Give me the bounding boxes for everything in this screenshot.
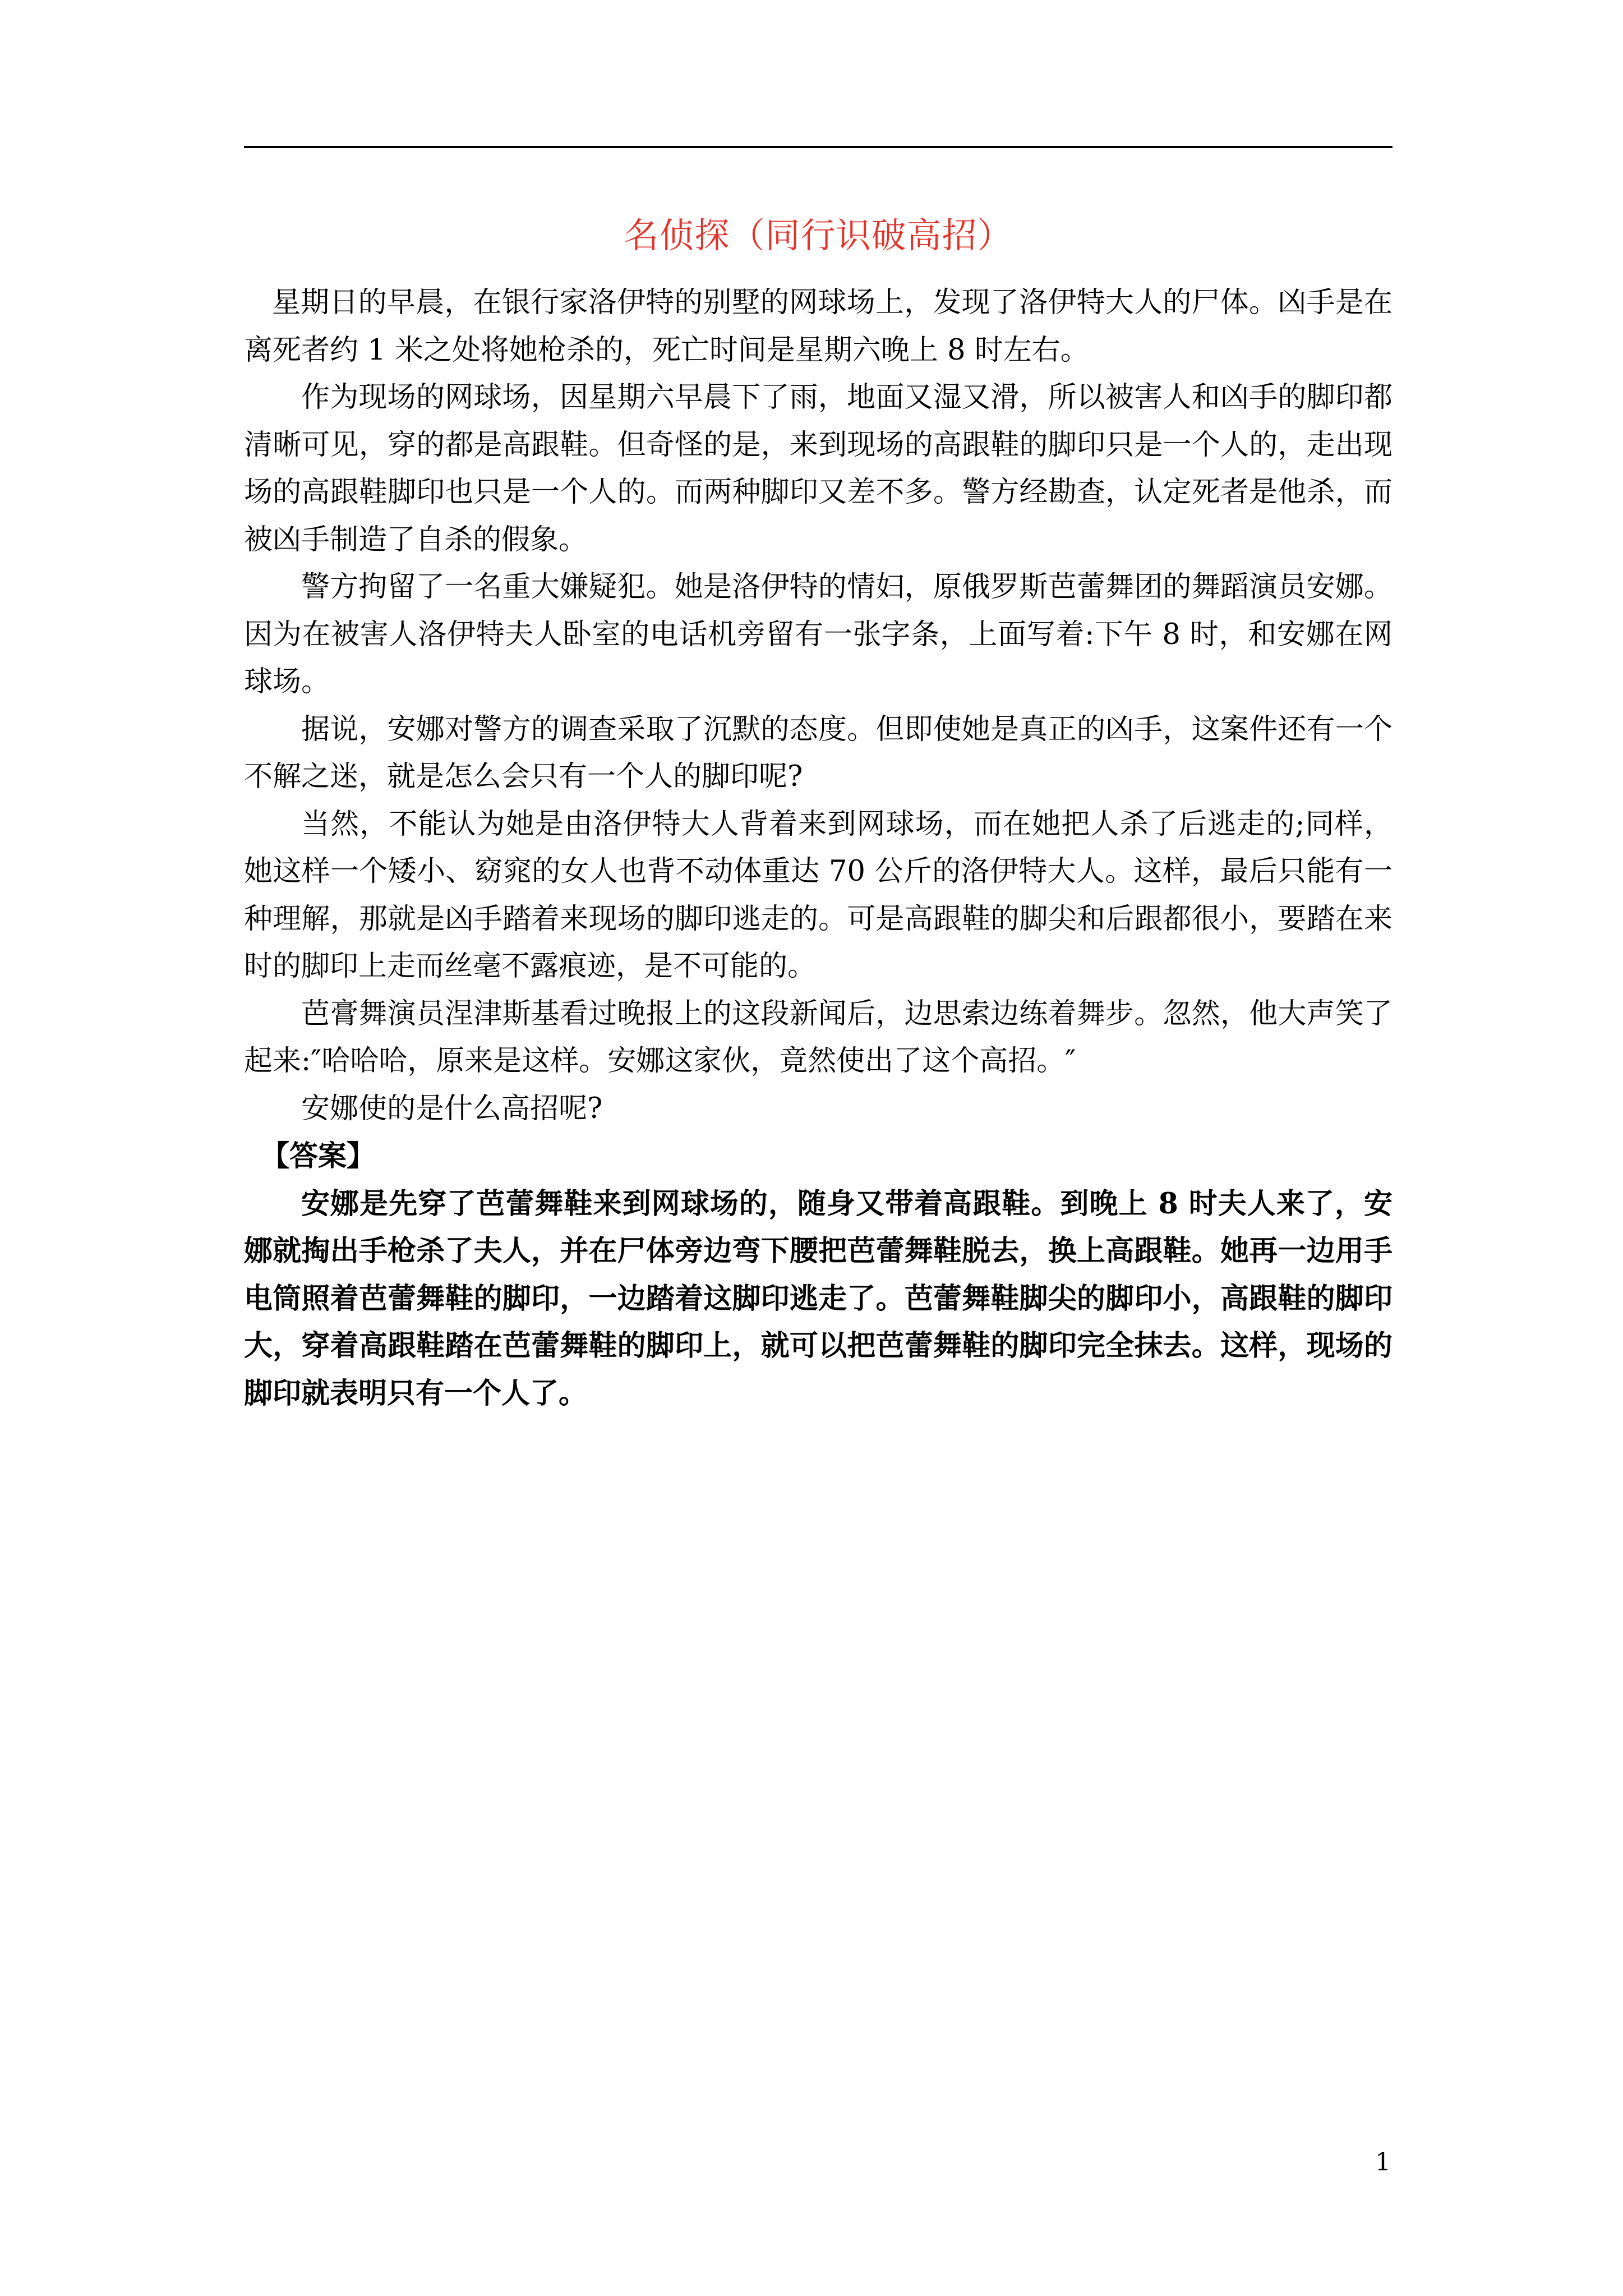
header-rule	[244, 146, 1393, 148]
page-number: 1	[1375, 2148, 1391, 2177]
paragraph-6: 芭膏舞演员涅津斯基看过晚报上的这段新闻后，边思索边练着舞步。忽然，他大声笑了起来:″哈哈哈，原来是这样。安娜这家伙，竟然使出了这个高招。″	[244, 997, 1393, 1078]
paragraph-4: 据说，安娜对警方的调查采取了沉默的态度。但即使她是真正的凶手，这案件还有一个不解之迷，就是怎么会只有一个人的脚印呢?	[244, 712, 1393, 793]
paragraph-1: 星期日的早晨，在银行家洛伊特的别墅的网球场上，发现了洛伊特大人的尸体。凶手是在离死者约 1 米之处将她枪杀的，死亡时间是星期六晚上 8 时左右。	[244, 286, 1393, 367]
answer-text: 安娜是先穿了芭蕾舞鞋来到网球场的，随身又带着高跟鞋。到晚上 8 时夫人来了，安娜就掏出手枪杀了夫人，并在尸体旁边弯下腰把芭蕾舞鞋脱去，换上高跟鞋。她再一边用手电筒照着芭蕾舞鞋的脚印，一边踏着这脚印逃走了。芭蕾舞鞋脚尖的脚印小，高跟鞋的脚印大，穿着高跟鞋踏在芭蕾舞鞋的脚印上，就可以把芭蕾舞鞋的脚印完全抹去。这样，现场的脚印就表明只有一个人了。	[244, 1186, 1393, 1410]
answer-label: 【答案】	[261, 1139, 376, 1173]
document-body	[244, 279, 1393, 1417]
paragraph-question: 安娜使的是什么高招呢?	[301, 1092, 603, 1125]
paragraph-5: 当然，不能认为她是由洛伊特大人背着来到网球场，而在她把人杀了后逃走的;同样，她这样一个矮小、窈窕的女人也背不动体重达 70 公斤的洛伊特大人。这样，最后只能有一种理解，那就是凶手踏着来现场的脚印逃走的。可是高跟鞋的脚尖和后跟都很小，要踏在来时的脚印上走而丝毫不露痕迹，是不可能的。	[244, 807, 1393, 983]
paragraph-3: 警方拘留了一名重大嫌疑犯。她是洛伊特的情妇，原俄罗斯芭蕾舞团的舞蹈演员安娜。因为在被害人洛伊特夫人卧室的电话机旁留有一张字条，上面写着:下午 8 时，和安娜在网球场。	[244, 570, 1393, 698]
paragraph-2: 作为现场的网球场，因星期六早晨下了雨，地面又湿又滑，所以被害人和凶手的脚印都清晰可见，穿的都是高跟鞋。但奇怪的是，来到现场的高跟鞋的脚印只是一个人的，走出现场的高跟鞋脚印也只是一个人的。而两种脚印又差不多。警方经勘查，认定死者是他杀，而被凶手制造了自杀的假象。	[244, 381, 1393, 556]
document-title: 名侦探（同行识破高招）	[624, 215, 1013, 256]
